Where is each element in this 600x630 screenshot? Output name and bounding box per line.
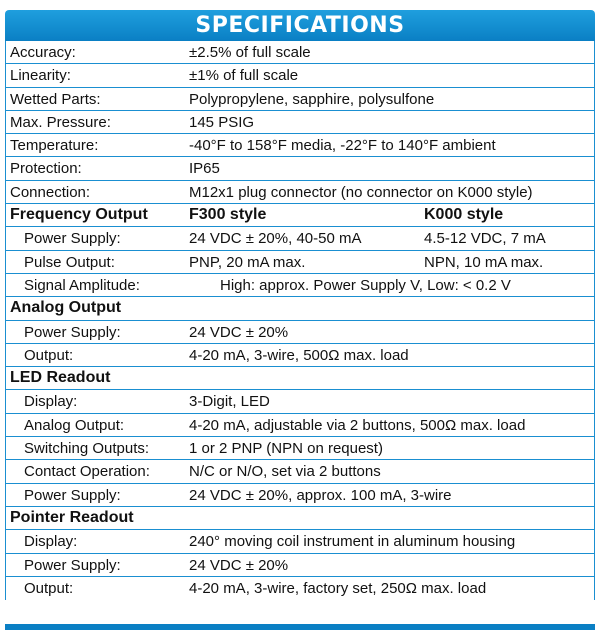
section-title: LED Readout: [10, 369, 111, 387]
section-header-led-readout: [6, 367, 594, 390]
section-header-pointer-readout: [6, 507, 594, 530]
row-label: Display:: [24, 393, 78, 411]
column-header-k000: K000 style: [424, 206, 504, 224]
row-label: Analog Output:: [24, 416, 125, 434]
table-row: [6, 157, 594, 180]
top-rule: [0, 0, 600, 4]
row-label: Display:: [24, 533, 78, 551]
table-row: [6, 414, 594, 437]
table-row: [6, 484, 594, 507]
row-label: Power Supply:: [24, 486, 121, 504]
table-row: [6, 390, 594, 413]
section-title: Analog Output: [10, 299, 122, 317]
row-value: ±1% of full scale: [189, 67, 299, 85]
row-value: 3-Digit, LED: [189, 393, 270, 411]
table-row: [6, 344, 594, 367]
row-value: 4-20 mA, adjustable via 2 buttons, 500Ω max. load: [189, 416, 526, 434]
row-label: Connection:: [10, 183, 91, 201]
row-label: Signal Amplitude:: [24, 276, 140, 294]
table-row: [6, 111, 594, 134]
table-row: [6, 460, 594, 483]
row-label: Output:: [24, 346, 74, 364]
section-title: Frequency Output: [10, 206, 148, 224]
row-label: Output:: [24, 579, 74, 597]
row-value: Polypropylene, sapphire, polysulfone: [189, 90, 435, 108]
row-value-k000: 4.5-12 VDC, 7 mA: [424, 230, 546, 248]
row-value: ±2.5% of full scale: [189, 44, 311, 61]
row-value: 24 VDC ± 20%: [189, 556, 289, 574]
section-header-frequency-output: [6, 204, 594, 227]
row-value: 24 VDC ± 20%: [189, 323, 289, 341]
row-value: -40°F to 158°F media, -22°F to 140°F ambient: [189, 137, 496, 155]
bottom-rule: [5, 624, 595, 630]
row-label: Linearity:: [10, 67, 71, 85]
row-label: Accuracy:: [10, 44, 76, 61]
table-row: [6, 530, 594, 553]
page-title: SPECIFICATIONS: [195, 13, 405, 38]
table-row: [6, 227, 594, 250]
table-row: [6, 437, 594, 460]
table-row: [6, 134, 594, 157]
row-value: 4-20 mA, 3-wire, 500Ω max. load: [189, 346, 409, 364]
row-value: 1 or 2 PNP (NPN on request): [189, 440, 383, 458]
row-label: Switching Outputs:: [24, 440, 150, 458]
table-row: [6, 321, 594, 344]
table-row: [6, 41, 594, 64]
row-value: 4-20 mA, 3-wire, factory set, 250Ω max. load: [189, 579, 487, 597]
table-row: [6, 274, 594, 297]
table-row: [6, 64, 594, 87]
row-value: M12x1 plug connector (no connector on K000 style): [189, 183, 533, 201]
row-label: Power Supply:: [24, 323, 121, 341]
table-row: [6, 181, 594, 204]
section-header-analog-output: [6, 297, 594, 320]
row-value: High: approx. Power Supply V, Low: < 0.2 V: [220, 276, 511, 294]
row-label: Power Supply:: [24, 556, 121, 574]
table-row: [6, 251, 594, 274]
specifications-table: [5, 41, 595, 600]
row-value: N/C or N/O, set via 2 buttons: [189, 463, 381, 481]
row-value: IP65: [189, 160, 220, 178]
section-title: Pointer Readout: [10, 508, 134, 526]
row-label: Temperature:: [10, 137, 99, 155]
row-value-k000: NPN, 10 mA max.: [424, 253, 544, 271]
row-value: 240° moving coil instrument in aluminum housing: [189, 533, 516, 551]
row-label: Max. Pressure:: [10, 113, 111, 131]
row-label: Power Supply:: [24, 230, 121, 248]
row-label: Contact Operation:: [24, 463, 150, 481]
table-row: [6, 88, 594, 111]
specifications-banner: [5, 10, 595, 41]
row-label: Pulse Output:: [24, 253, 115, 271]
column-header-f300: F300 style: [189, 206, 267, 224]
table-row: [6, 554, 594, 577]
row-value: 24 VDC ± 20%, 40-50 mA: [189, 230, 362, 248]
row-value: 24 VDC ± 20%, approx. 100 mA, 3-wire: [189, 486, 452, 504]
row-label: Protection:: [10, 160, 82, 178]
table-row: [6, 577, 594, 600]
row-value: 145 PSIG: [189, 113, 255, 131]
row-label: Wetted Parts:: [10, 90, 101, 108]
row-value: PNP, 20 mA max.: [189, 253, 306, 271]
